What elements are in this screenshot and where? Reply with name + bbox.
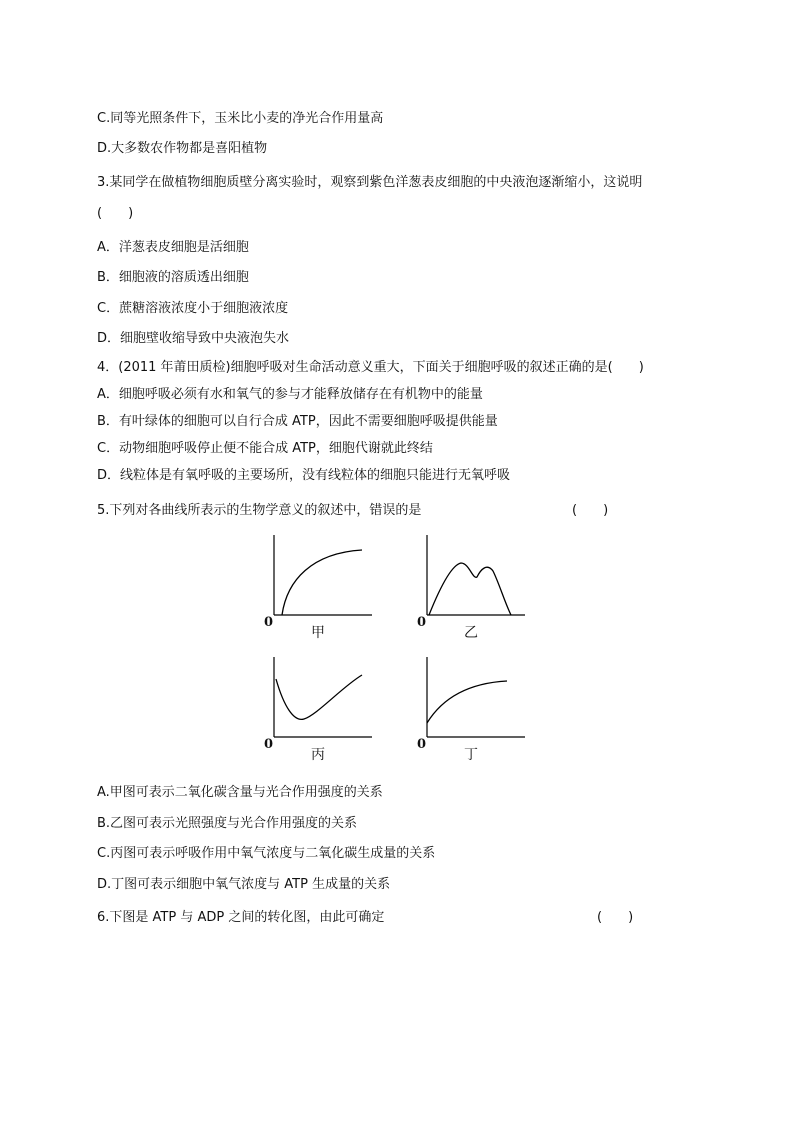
q4-option-d: D．线粒体是有氧呼吸的主要场所，没有线粒体的细胞只能进行无氧呼吸 (97, 468, 511, 483)
graph-yi-origin: 0 (417, 615, 427, 630)
graph-bing (262, 657, 372, 767)
q3-option-c: C．蔗糖溶液浓度小于细胞液浓度 (97, 301, 289, 316)
q6-answer-paren: ( ) (597, 910, 634, 925)
q3-option-d: D．细胞壁收缩导致中央液泡失水 (97, 331, 290, 346)
q4-stem: 4．(2011 年莆田质检)细胞呼吸对生命活动意义重大，下面关于细胞呼吸的叙述正确的是( ) (97, 360, 644, 375)
graph-yi (415, 535, 525, 645)
q3-stem: 3.某同学在做植物细胞质壁分离实验时，观察到紫色洋葱表皮细胞的中央液泡逐渐缩小，这说明 (97, 175, 643, 190)
graph-jia-curve (282, 550, 362, 615)
q5-option-a: A.甲图可表示二氧化碳含量与光合作用强度的关系 (97, 785, 383, 800)
graph-ding-curve (427, 681, 507, 723)
q5-option-c: C.丙图可表示呼吸作用中氧气浓度与二氧化碳生成量的关系 (97, 846, 436, 861)
graph-bing-curve (276, 675, 362, 719)
q2-option-d: D.大多数农作物都是喜阳植物 (97, 141, 268, 156)
q5-option-b: B.乙图可表示光照强度与光合作用强度的关系 (97, 816, 358, 831)
graph-bing-label: 丙 (311, 747, 325, 763)
graph-bing-origin: 0 (264, 737, 274, 752)
graph-ding-label: 丁 (464, 747, 478, 763)
graph-jia (262, 535, 372, 645)
graph-yi-label: 乙 (464, 625, 478, 641)
q2-option-c: C.同等光照条件下，玉米比小麦的净光合作用量高 (97, 111, 384, 126)
q4-option-a: A．细胞呼吸必须有水和氧气的参与才能释放储存在有机物中的能量 (97, 387, 483, 402)
q5-answer-paren: ( ) (572, 503, 609, 518)
q6-stem: 6.下图是 ATP 与 ADP 之间的转化图，由此可确定 (97, 910, 385, 925)
q3-answer-paren: ( ) (97, 206, 134, 221)
graph-ding-origin: 0 (417, 737, 427, 752)
graph-jia-label: 甲 (311, 625, 325, 641)
q3-option-a: A．洋葱表皮细胞是活细胞 (97, 240, 249, 255)
graph-yi-curve (429, 563, 511, 615)
q5-stem: 5.下列对各曲线所表示的生物学意义的叙述中，错误的是 (97, 503, 422, 518)
q4-option-c: C．动物细胞呼吸停止便不能合成 ATP，细胞代谢就此终结 (97, 441, 433, 456)
q3-option-b: B．细胞液的溶质透出细胞 (97, 270, 249, 285)
q4-option-b: B．有叶绿体的细胞可以自行合成 ATP，因此不需要细胞呼吸提供能量 (97, 414, 498, 429)
q5-option-d: D.丁图可表示细胞中氧气浓度与 ATP 生成量的关系 (97, 877, 391, 892)
graph-ding (415, 657, 525, 767)
graph-jia-origin: 0 (264, 615, 274, 630)
